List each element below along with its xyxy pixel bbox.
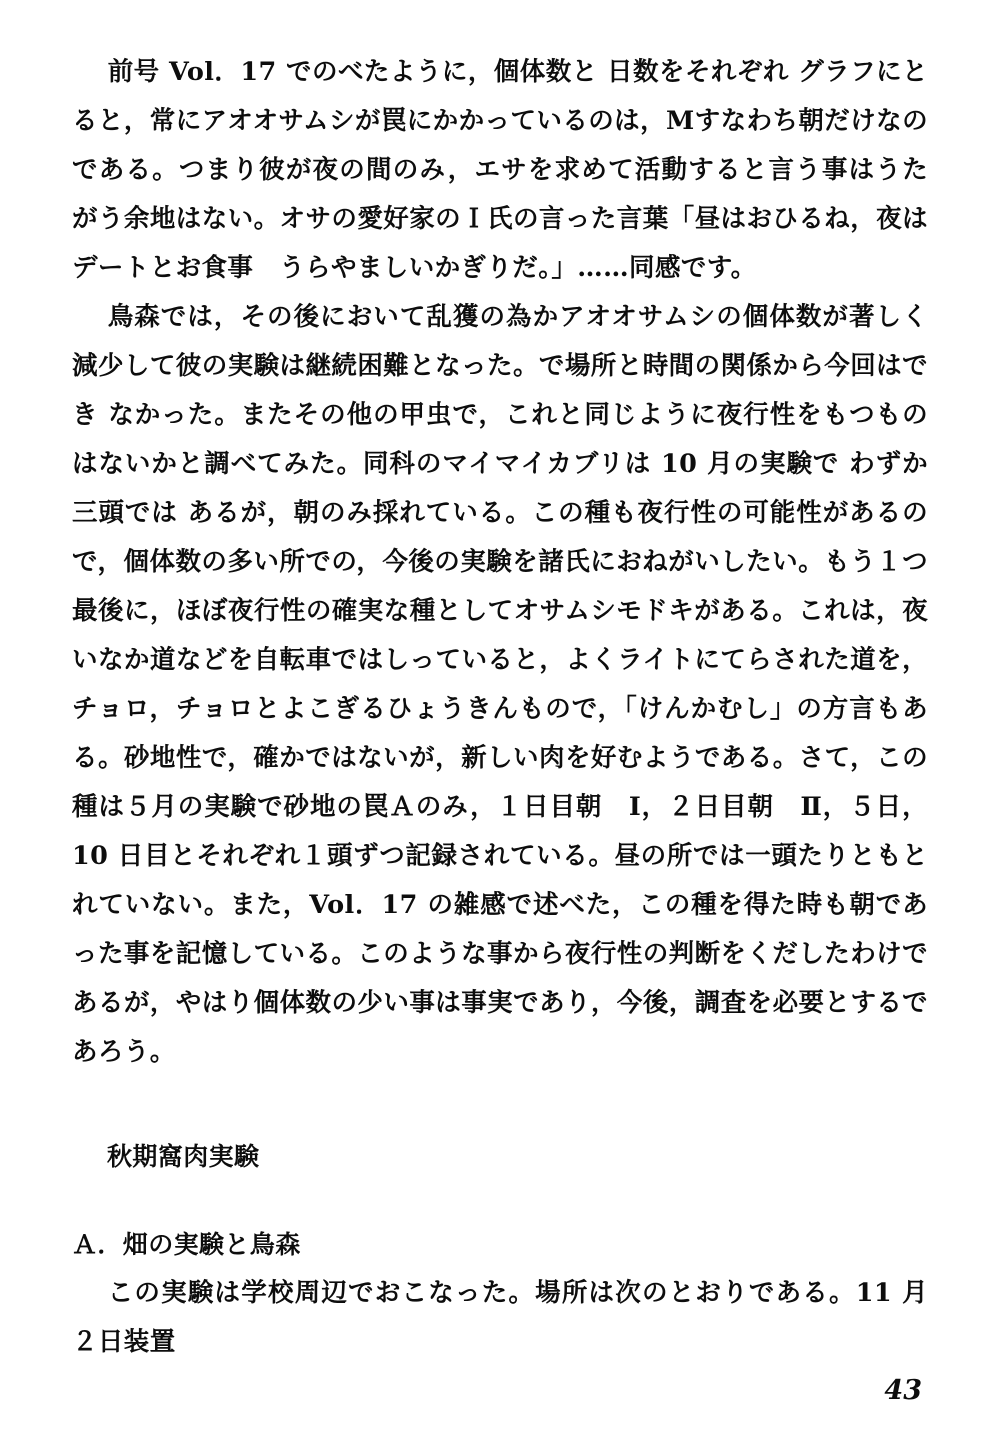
section-spacer-1 <box>72 1077 928 1133</box>
section-heading-a-field-experiment: Ａ．畑の実験と鳥森 <box>72 1230 301 1259</box>
document-body <box>72 48 928 1367</box>
paragraph-3: この実験は学校周辺でおこなった。場所は次のとおりである。11 月２日装置 <box>72 1278 928 1357</box>
paragraph-2: 鳥森では，その後において乱獲の為かアオオサムシの個体数が著しく減少して彼の実験は継続困難となった。で場所と時間の関係から今回はでき なかった。またその他の甲虫で，これと同じように夜行性をもつものはないかと調べてみた。同科のマイマイカブリは 10 月の実験で わずか三頭では あるが，朝のみ採れている。この種も夜行性の可能性があるので，個体数の多い所での，今後の実験を諸氏におねがいしたい。もう１つ最後に，ほぼ夜行性の確実な種としてオサムシモドキがある。これは，夜いなか道などを自転車ではしっていると，よくライトにてらされた道を，チョロ，チョロとよこぎるひょうきんもので，「けんかむし」の方言もある。砂地性で，確かではないが，新しい肉を好むようである。さて，この種は５月の実験で砂地の罠Ａのみ，１日目朝 Ⅰ，２日目朝 Ⅱ，５日，10 日目とそれぞれ１頭ずつ記録されている。昼の所では一頭たりともとれていない。また，Vol．17 の雑感で述べた，この種を得た時も朝であった事を記憶している。このような事から夜行性の判断をくだしたわけであるが，やはり個体数の少い事は事実であり，今後，調査を必要とするであろう。 <box>72 302 928 1067</box>
section-heading-autumn-experiment: 秋期窩肉実験 <box>107 1142 260 1171</box>
section-spacer-2 <box>72 1181 928 1221</box>
paragraph-1: 前号 Vol．17 でのべたように，個体数と 日数をそれぞれ グラフにとると，常にアオオサムシが罠にかかっているのは，Mすなわち朝だけなのである。つまり彼が夜の間のみ，エサを求めて活動すると言う事はうたがう余地はない。オサの愛好家のＩ氏の言った言葉「昼はおひるね，夜はデートとお食事 うらやましいかぎりだ。」……同感です。 <box>72 57 928 283</box>
page-number: 43 <box>884 1375 922 1406</box>
